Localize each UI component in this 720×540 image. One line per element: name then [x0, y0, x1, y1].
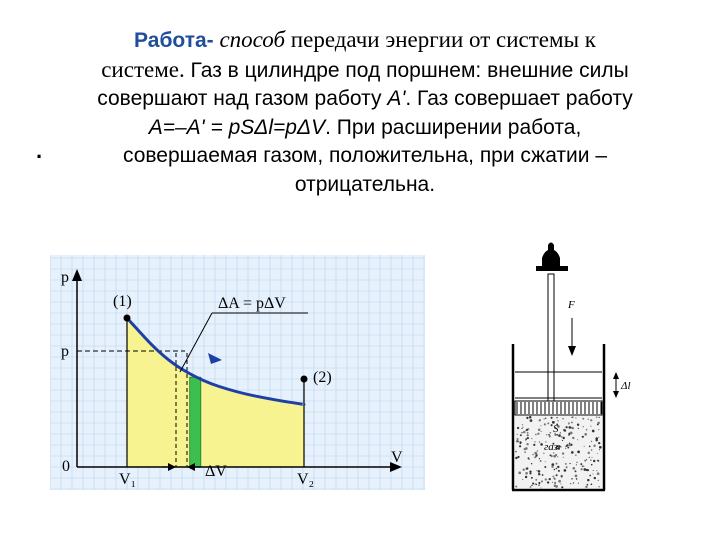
- x-axis-label: V: [391, 449, 403, 466]
- gas-particle: [557, 466, 559, 468]
- gas-particle: [565, 463, 567, 465]
- y-tick-p: p: [61, 343, 69, 360]
- gas-particle: [525, 438, 527, 440]
- gas-particle: [575, 470, 577, 472]
- gas-particle: [526, 429, 528, 431]
- gas-particle: [573, 482, 574, 483]
- delta-l-arrowhead-bottom: [613, 391, 619, 398]
- gas-particle: [561, 486, 563, 488]
- gas-particle: [553, 455, 554, 456]
- gas-particle: [551, 466, 553, 468]
- pv-diagram: [50, 255, 425, 490]
- gas-particle: [598, 437, 599, 438]
- gas-particle: [541, 431, 542, 432]
- gas-particle: [570, 432, 573, 435]
- gas-particle: [591, 449, 593, 451]
- gas-particle: [576, 464, 577, 465]
- gas-particle: [519, 445, 521, 447]
- gas-particle: [593, 460, 595, 462]
- gas-particle: [526, 467, 528, 469]
- text-line-4: [40, 114, 690, 143]
- gas-particle: [585, 486, 587, 488]
- gas-particle: [583, 468, 586, 471]
- gas-particle: [544, 418, 545, 419]
- title-word: Работа-: [134, 29, 214, 52]
- gas-particle: [582, 466, 583, 467]
- gas-particle: [578, 483, 579, 484]
- gas-particle: [587, 479, 589, 481]
- gas-particle: [534, 441, 535, 442]
- gas-particle: [571, 421, 573, 423]
- gas-particle: [576, 462, 577, 463]
- gas-particle: [560, 432, 561, 433]
- force-arrowhead: [568, 346, 576, 356]
- gas-particle: [554, 469, 556, 471]
- gas-particle: [568, 424, 569, 425]
- gas-particle: [537, 433, 539, 435]
- gas-particle: [565, 426, 567, 428]
- gas-particle: [597, 423, 599, 425]
- gas-particle: [517, 427, 519, 429]
- gas-particle: [560, 483, 561, 484]
- gas-particle: [591, 441, 592, 442]
- gas-particle: [527, 437, 529, 439]
- gas-particle: [593, 444, 595, 446]
- area-label: S: [553, 423, 559, 435]
- gas-particle: [518, 472, 521, 475]
- gas-particle: [517, 440, 518, 441]
- state-2-label: (2): [313, 369, 332, 386]
- gas-particle: [569, 444, 572, 447]
- gas-particle: [534, 452, 537, 455]
- gas-particle: [527, 434, 529, 436]
- gas-particle: [599, 446, 602, 449]
- gas-particle: [586, 459, 587, 460]
- text-line-5: совершаемая газом, положительна, при сжатии –: [122, 144, 608, 167]
- gas-particle: [584, 460, 586, 462]
- gas-particle: [523, 469, 525, 471]
- gas-particle: [535, 479, 537, 481]
- gas-particle: [596, 470, 597, 471]
- gas-particle: [515, 451, 517, 453]
- gas-particle: [527, 432, 529, 434]
- gas-particle: [577, 424, 579, 426]
- gas-particle: [530, 419, 531, 420]
- sans-text-2: Газ в цилиндре под поршнем: внешние силы: [184, 58, 629, 82]
- gas-particle: [523, 431, 525, 433]
- gas-particle: [529, 416, 532, 419]
- gas-particle: [555, 454, 557, 456]
- gas-particle: [546, 434, 547, 435]
- gas-particle: [596, 416, 598, 418]
- gas-particle: [551, 463, 554, 466]
- gas-particle: [557, 456, 558, 457]
- gas-particle: [597, 472, 600, 475]
- gas-particle: [572, 437, 574, 439]
- gas-particle: [519, 441, 521, 443]
- gas-particle: [599, 417, 600, 418]
- gas-particle: [525, 476, 527, 478]
- gas-particle: [588, 452, 590, 454]
- gas-particle: [515, 457, 517, 459]
- gas-particle: [534, 483, 536, 485]
- gas-particle: [576, 478, 578, 480]
- gas-particle: [549, 478, 551, 480]
- gas-particle: [541, 480, 543, 482]
- gas-particle: [564, 429, 566, 431]
- gas-particle: [568, 427, 569, 428]
- gas-particle: [539, 419, 541, 421]
- delta-l-label: Δl: [621, 380, 631, 392]
- gas-particle: [595, 439, 597, 441]
- gas-particle: [549, 454, 551, 456]
- delta-v-strip: [190, 377, 201, 467]
- gas-particle: [555, 485, 558, 488]
- text-line-3b: . Газ совершает работу: [405, 87, 633, 110]
- gas-particle: [535, 454, 537, 456]
- rod-top-plate: [536, 266, 568, 271]
- gas-particle: [594, 477, 596, 479]
- gas-particle: [556, 468, 558, 470]
- text-line-1: [40, 26, 690, 56]
- gas-particle: [592, 473, 593, 474]
- gas-particle: [532, 454, 534, 456]
- gas-particle: [551, 417, 553, 419]
- gas-particle: [563, 457, 564, 458]
- gas-particle: [561, 436, 563, 438]
- gas-particle: [575, 417, 576, 418]
- gas-particle: [562, 452, 564, 454]
- gas-particle: [517, 456, 519, 458]
- gas-particle: [558, 470, 560, 472]
- gas-particle: [578, 428, 579, 429]
- force-label: F: [568, 299, 575, 311]
- gas-particle: [586, 469, 588, 471]
- gas-particle: [538, 473, 540, 475]
- gas-particle: [538, 429, 541, 432]
- gas-particle: [589, 457, 591, 459]
- gas-particle: [549, 435, 551, 437]
- gas-particle: [565, 448, 566, 449]
- gas-particle: [571, 427, 573, 429]
- gas-particle: [567, 447, 569, 449]
- gas-particle: [515, 485, 517, 487]
- gas-particle: [517, 438, 519, 440]
- gas-particle: [530, 486, 532, 488]
- gas-particle: [539, 441, 541, 443]
- gas-particle: [571, 451, 574, 454]
- gas-particle: [575, 455, 576, 456]
- gas-particle: [598, 480, 599, 481]
- gas-particle: [584, 433, 587, 436]
- gas-particle: [545, 461, 546, 462]
- gas-particle: [521, 428, 522, 429]
- serif-text-2: системе.: [101, 56, 185, 82]
- gas-particle: [588, 419, 589, 420]
- gas-particle: [536, 470, 537, 471]
- gas-particle: [589, 475, 591, 477]
- gas-particle: [567, 444, 568, 445]
- gas-particle: [535, 434, 537, 436]
- gas-particle: [592, 430, 595, 433]
- gas-particle: [516, 434, 517, 435]
- gas-particle: [591, 464, 593, 466]
- gas-particle: [561, 476, 562, 477]
- gas-particle: [522, 427, 523, 428]
- delta-l-arrowhead-top: [613, 372, 619, 379]
- gas-particle: [542, 474, 544, 476]
- gas-particle: [587, 484, 589, 486]
- text-line-3: [40, 85, 690, 114]
- text-line-2: [40, 56, 690, 86]
- gas-particle: [540, 460, 542, 462]
- gas-particle: [593, 470, 594, 471]
- gas-particle: [558, 434, 561, 437]
- gas-particle: [539, 458, 540, 459]
- gas-particle: [577, 451, 580, 454]
- gas-particle: [533, 444, 535, 446]
- gas-particle: [582, 418, 584, 420]
- bullet-dot: .: [36, 138, 43, 163]
- gas-particle: [526, 417, 528, 419]
- gas-particle: [564, 469, 567, 472]
- gas-particle: [524, 451, 526, 453]
- text-line-3a: совершают над газом работу: [97, 87, 388, 110]
- y-axis-label: p: [61, 269, 69, 286]
- gas-particle: [538, 470, 541, 473]
- text-line-6: отрицательна.: [294, 172, 436, 196]
- gas-particle: [538, 484, 540, 486]
- gas-particle: [529, 459, 530, 460]
- gas-particle: [520, 434, 522, 436]
- gas-particle: [531, 463, 532, 464]
- weight: [542, 243, 560, 267]
- text-line-4b: . При расширении работа,: [325, 115, 582, 139]
- gas-particle: [575, 475, 578, 478]
- delta-v-label: ΔV: [205, 463, 227, 480]
- gas-particle: [531, 485, 532, 486]
- state-1-label: (1): [113, 293, 132, 310]
- gas-particle: [522, 479, 523, 480]
- gas-particle: [544, 423, 546, 425]
- gas-particle: [540, 487, 541, 488]
- gas-particle: [580, 463, 582, 465]
- gas-particle: [562, 418, 564, 420]
- work-variable: A': [387, 87, 406, 110]
- gas-particle: [540, 425, 541, 426]
- gas-particle: [558, 445, 560, 447]
- serif-italic-text: способ: [213, 27, 291, 52]
- gas-particle: [569, 463, 570, 464]
- gas-label: газ: [544, 441, 559, 453]
- gas-particle: [556, 417, 557, 418]
- gas-particle: [532, 482, 534, 484]
- gas-particle: [598, 442, 600, 444]
- work-label: ΔA = pΔV: [218, 295, 286, 312]
- state-2-point: [301, 376, 308, 383]
- gas-particle: [552, 476, 554, 478]
- gas-particle: [571, 478, 572, 479]
- gas-particle: [598, 429, 599, 430]
- x-tick-v2: V₂: [297, 471, 315, 488]
- gas-particle: [521, 432, 522, 433]
- gas-particle: [529, 471, 531, 473]
- gas-particle: [598, 486, 599, 487]
- gas-particle: [552, 482, 553, 483]
- gas-particle: [599, 449, 600, 450]
- gas-particle: [547, 481, 549, 483]
- gas-particle: [562, 437, 564, 439]
- gas-particle: [558, 480, 561, 483]
- piston-diagram: [500, 236, 650, 496]
- gas-particle: [531, 477, 533, 479]
- gas-particle: [537, 451, 538, 452]
- gas-particle: [582, 436, 584, 438]
- gas-particle: [566, 466, 568, 468]
- gas-particle: [553, 477, 555, 479]
- definition-paragraph: [40, 26, 690, 199]
- gas-particle: [550, 432, 552, 434]
- gas-particle: [591, 483, 593, 485]
- gas-particle: [531, 438, 532, 439]
- gas-particle: [577, 439, 578, 440]
- gas-particle: [545, 478, 547, 480]
- gas-particle: [597, 460, 599, 462]
- gas-particle: [540, 443, 543, 446]
- gas-particle: [580, 468, 582, 470]
- gas-particle: [556, 474, 558, 476]
- gas-particle: [590, 426, 591, 427]
- gas-particle: [556, 463, 558, 465]
- gas-particle: [584, 446, 585, 447]
- gas-particle: [572, 467, 575, 470]
- gas-particle: [570, 483, 571, 484]
- piston-rod: [548, 274, 554, 401]
- gas-particle: [538, 482, 540, 484]
- gas-particle: [583, 426, 584, 427]
- gas-particle: [557, 420, 559, 422]
- gas-particle: [524, 448, 526, 450]
- gas-particle: [586, 429, 588, 431]
- gas-particle: [590, 419, 592, 421]
- x-tick-v1: V₁: [119, 471, 137, 488]
- gas-particle: [591, 457, 592, 458]
- gas-particle: [522, 424, 523, 425]
- gas-particle: [583, 466, 584, 467]
- gas-particle: [525, 472, 528, 475]
- gas-particle: [547, 422, 549, 424]
- gas-particle: [545, 418, 546, 419]
- gas-particle: [589, 446, 591, 448]
- y-tick-0: 0: [62, 458, 70, 475]
- gas-particle: [562, 440, 563, 441]
- gas-particle: [569, 443, 571, 445]
- gas-particle: [544, 466, 546, 468]
- state-1-point: [124, 315, 131, 322]
- work-formula: A=–A' = pSΔl=pΔV: [148, 115, 326, 139]
- serif-text: передачи энергии от системы к: [290, 27, 596, 52]
- gas-particle: [554, 482, 556, 484]
- gas-particle: [597, 453, 598, 454]
- gas-particle: [526, 443, 528, 445]
- gas-particle: [590, 459, 591, 460]
- gas-particle: [572, 416, 574, 418]
